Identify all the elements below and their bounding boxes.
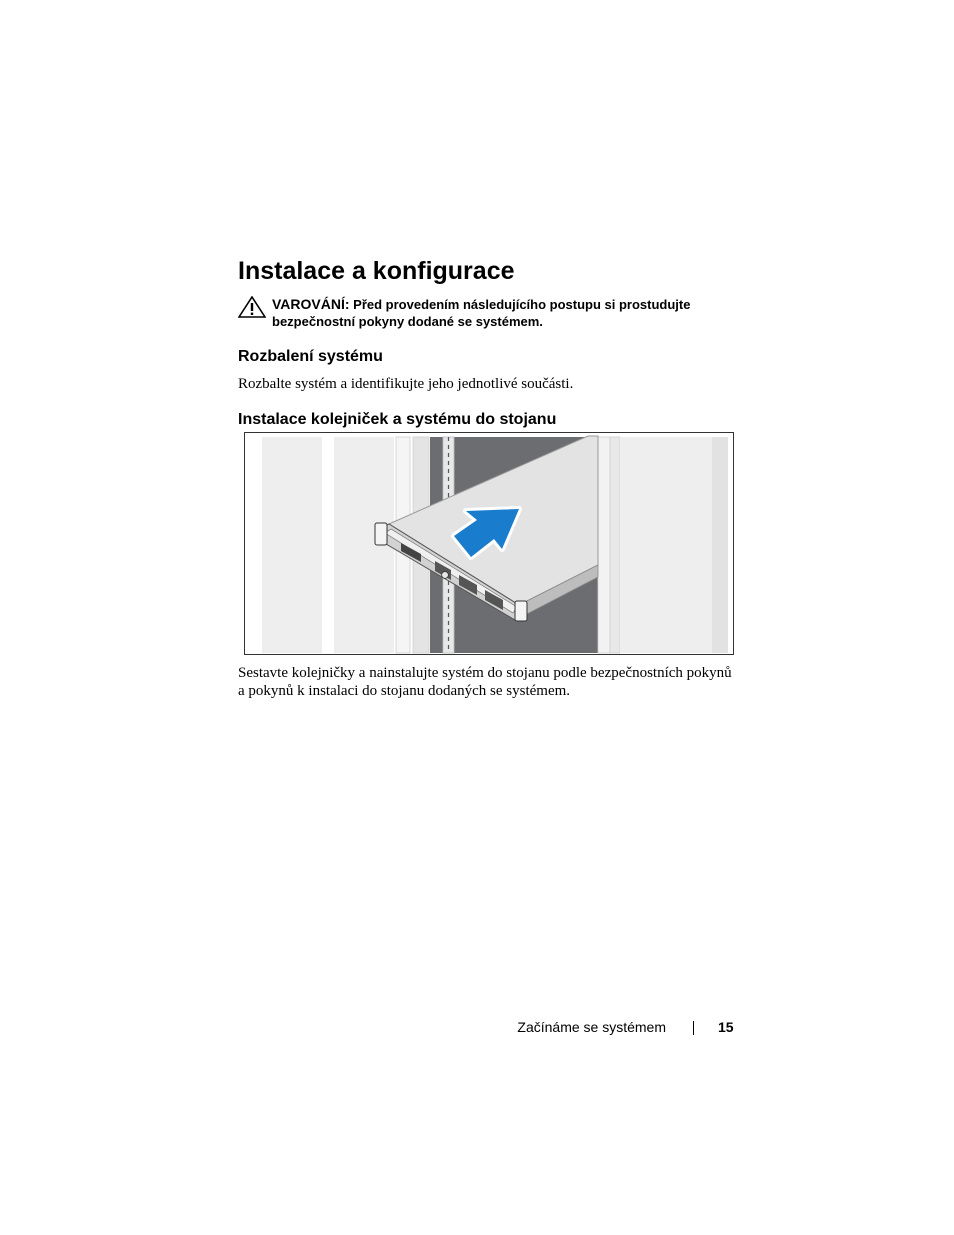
warning-triangle-icon [238,296,266,318]
page-number: 15 [718,1019,734,1035]
page-footer [0,1019,954,1039]
warning-message: Před provedením následujícího postupu si prostudujte bezpečnostní pokyny dodané se systémem. [272,297,691,329]
rack-install-figure [244,432,734,655]
page-title: Instalace a konfigurace [238,257,515,285]
server-rack-install-illustration [245,433,733,654]
warning-label: VAROVÁNÍ: [272,296,350,312]
section-heading-rack-install: Instalace kolejniček a systému do stojanu [238,411,557,428]
footer-separator [693,1021,694,1035]
warning-text [272,296,738,330]
section-body-unpacking: Rozbalte systém a identifikujte jeho jednotlivé součásti. [238,376,574,392]
section-heading-unpacking: Rozbalení systému [238,348,383,365]
footer-section-name: Začínáme se systémem [517,1019,666,1035]
section-body-rack-install: Sestavte kolejničky a nainstalujte systém do stojanu podle bezpečnostních pokynů a pokynů k instalaci do stojanu dodaných se systémem. [238,665,732,699]
